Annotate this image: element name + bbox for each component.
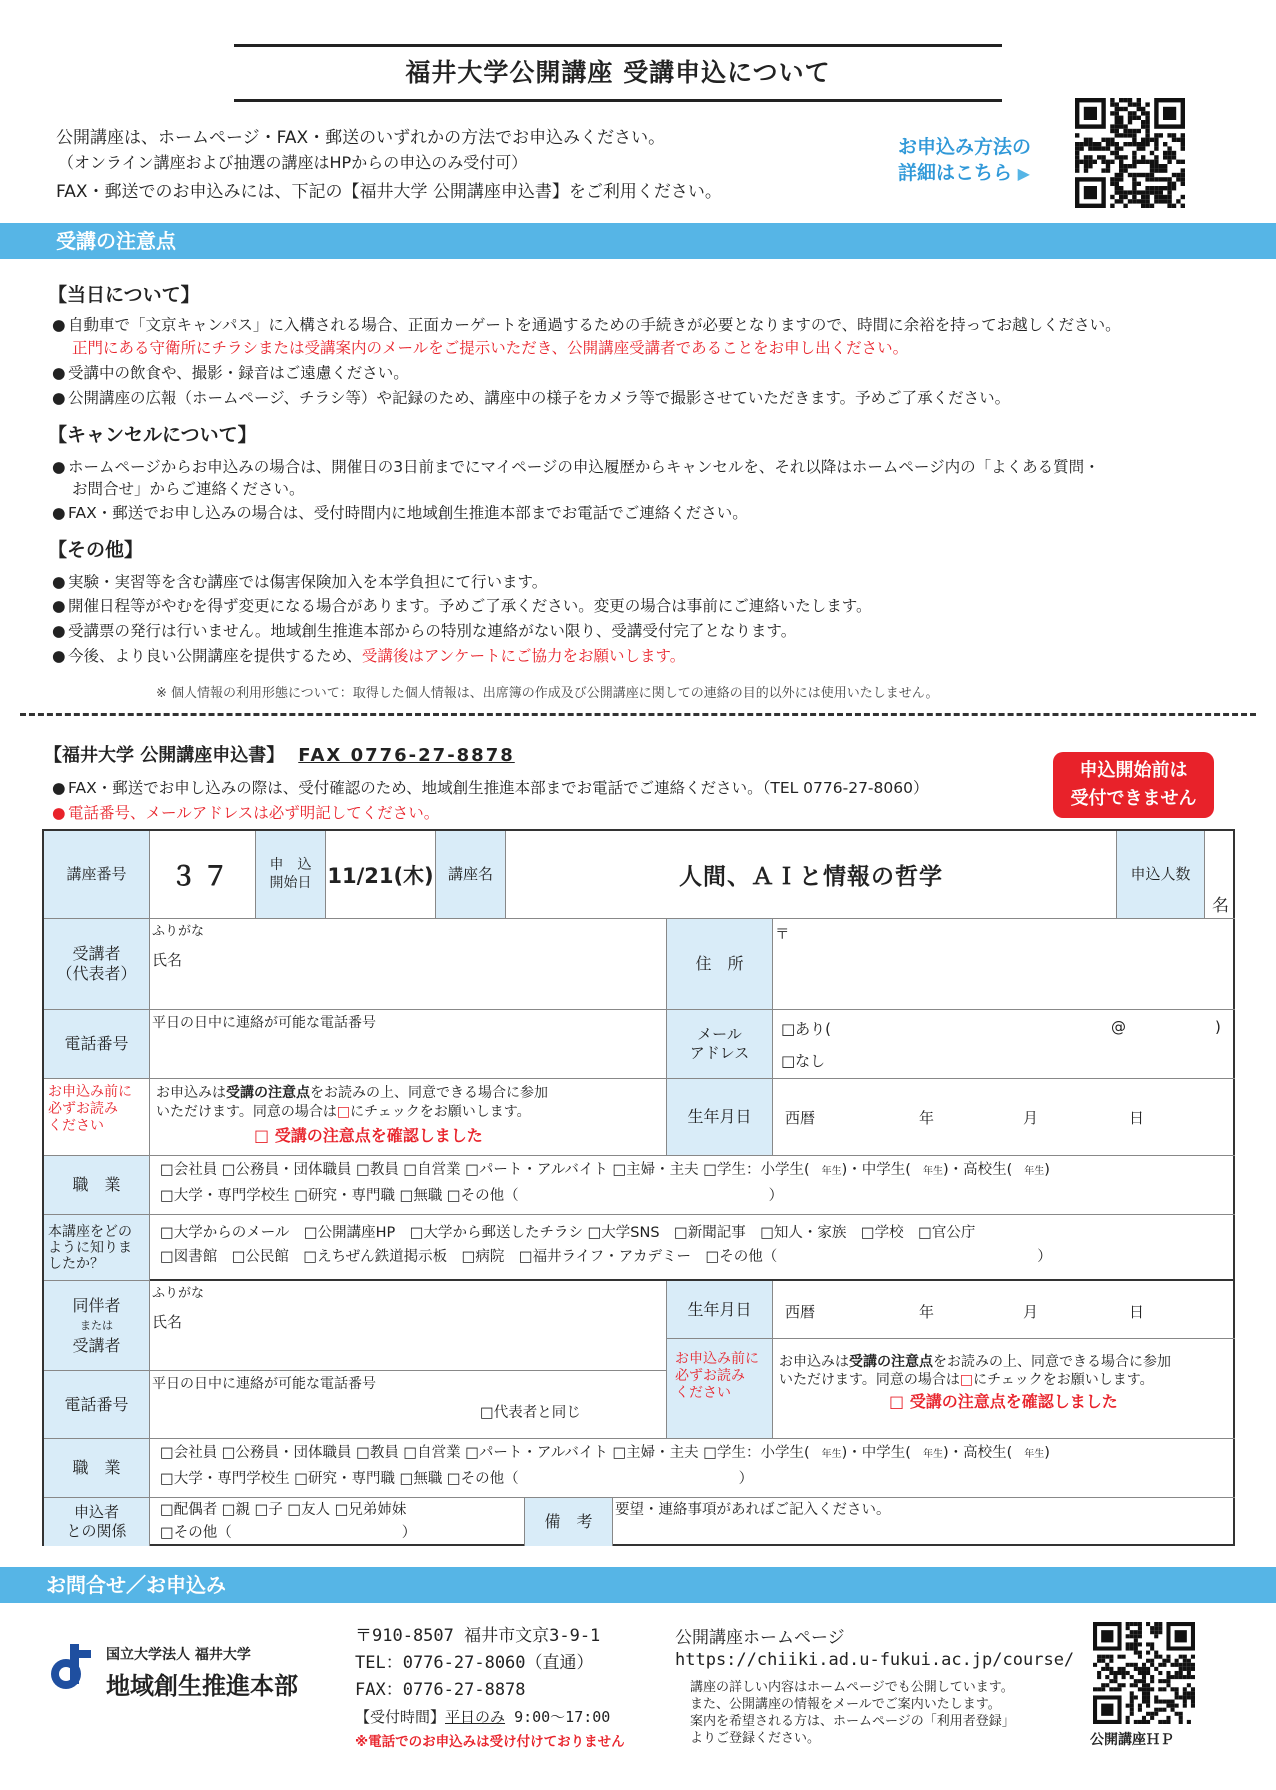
application-form-table [42, 829, 1235, 1546]
job-end: ) [1044, 1162, 1050, 1178]
address-label: 住 所 [667, 919, 773, 1010]
job-line-1: □会社員 □公務員・団体職員 □教員 □自営業 □パート・アルバイト □主婦・主夫 □学生：小学生( [160, 1162, 810, 1178]
remarks-label: 備 考 [525, 1498, 613, 1546]
other-note-2: 開催日程等がやむを得ず変更になる場合があります。予めご了承ください。変更の場合は事前にご連絡いたします。 [68, 597, 872, 615]
rel-close: ） [401, 1525, 417, 1541]
job-grade-junior: 年生 [922, 1166, 943, 1177]
form-title-text: 【福井大学 公開講座申込書】 [44, 745, 285, 766]
comp-consent-1b: 受講の注意点 [849, 1354, 933, 1370]
postal-mark: 〒 [775, 927, 790, 943]
same-as-rep-checkbox[interactable]: □代表者と同じ [480, 1405, 581, 1421]
form-title [44, 741, 515, 767]
job-grade-high: 年生 [1024, 1166, 1045, 1177]
day-note-1b: 正門にある守衛所にチラシまたは受講案内のメールをご提示いただき、公開講座受講者であることをお申し出ください。 [72, 339, 909, 357]
how-line-1: □大学からのメール □公開講座HP □大学から郵送したチラシ □大学SNS □新聞記事 □知人・家族 □学校 □官公庁 [160, 1225, 976, 1241]
other-note-4a: 今後、より良い公開講座を提供するため、 [68, 647, 362, 665]
course-no-value: ３７ [150, 831, 256, 919]
comp-job-grade-h: 年生 [1024, 1449, 1045, 1460]
applicant-label-2: （代表者） [56, 964, 137, 983]
hp-desc-3: 案内を希望される方は、ホームページの「利用者登録」 [690, 1714, 1015, 1729]
cancel-note-2: FAX・郵送でお申し込みの場合は、受付時間内に地域創生推進本部までお電話でご連絡ください。 [68, 504, 748, 522]
not-accepting-badge [1053, 752, 1214, 818]
start-date-label-2: 開始日 [269, 874, 312, 891]
comp-job-high: )・高校生( [942, 1445, 1013, 1461]
apply-details-link-line1: お申込み方法の [898, 136, 1032, 158]
bullet-icon: ● [52, 622, 66, 640]
comp-consent-1c: をお読みの上、同意できる場合に参加 [933, 1354, 1171, 1370]
comp-job-end: ) [1044, 1445, 1050, 1461]
day-note-2: 受講中の飲食や、撮影・録音はご遠慮ください。 [68, 364, 409, 382]
comp-consent-2c: にチェックをお願いします。 [973, 1372, 1154, 1388]
apply-details-link-line2: 詳細はこちら [898, 162, 1013, 184]
companion-phone-hint: 平日の日中に連絡が可能な電話番号 [152, 1376, 376, 1392]
hp-description [690, 1679, 1015, 1747]
badge-line1: 申込開始前は [1079, 760, 1188, 781]
comp-must-1: お申込み前に [675, 1351, 759, 1367]
org-name-1: 国立大学法人 福井大学 [106, 1647, 251, 1663]
comp-job-grade-j: 年生 [922, 1449, 943, 1460]
hours-time: 9:00～17:00 [514, 1708, 611, 1726]
intro-line-3: FAX・郵送でのお申込みには、下記の【福井大学 公開講座申込書】をご利用ください。 [56, 182, 722, 202]
day-note-3: 公開講座の広報（ホームページ、チラシ等）や記録のため、講座中の様子をカメラ等で撮影させていただきます。予めご了承ください。 [68, 389, 1011, 407]
bullet-icon: ● [52, 458, 66, 476]
mail-label [667, 1010, 773, 1079]
consent-1b: 受講の注意点 [226, 1085, 310, 1101]
notes-section-bar: 受講の注意点 [0, 223, 1276, 259]
bullet-icon: ● [52, 779, 66, 797]
how-known-options[interactable] [150, 1215, 1235, 1281]
contact-info [355, 1623, 625, 1753]
mail-yes-checkbox[interactable]: □あり( [781, 1020, 832, 1038]
how-line-2-close: ） [1037, 1249, 1052, 1265]
rel-1: 申込者 [73, 1503, 119, 1521]
companion-job-options[interactable] [150, 1439, 1235, 1498]
birth-label: 生年月日 [667, 1079, 773, 1156]
rel-2: との関係 [66, 1522, 127, 1540]
other-heading: 【その他】 [48, 539, 144, 561]
cut-line [20, 713, 1256, 716]
count-input[interactable] [1205, 831, 1235, 919]
job-line-2-close: ） [768, 1188, 784, 1204]
month-label: 月 [1023, 1109, 1039, 1127]
hours-label: 【受付時間】 [355, 1708, 446, 1726]
bullet-icon: ● [52, 316, 66, 334]
bullet-icon: ● [52, 804, 66, 822]
applicant-label-1: 受講者 [72, 944, 121, 963]
consent-box [150, 1079, 667, 1156]
hp-url-link[interactable]: https://chiiki.ad.u-fukui.ac.jp/course/ [675, 1650, 1075, 1670]
applicant-label [44, 919, 150, 1010]
comp-2: または [80, 1318, 113, 1332]
birth-field[interactable] [773, 1079, 1235, 1156]
relation-label [44, 1498, 150, 1546]
bullet-icon: ● [52, 573, 66, 591]
companion-name-field[interactable] [150, 1281, 667, 1371]
comp-job-mid: )・中学生( [841, 1445, 911, 1461]
rel-line-1: □配偶者 □親 □子 □友人 □兄弟姉妹 [160, 1502, 407, 1518]
companion-phone-label: 電話番号 [44, 1371, 150, 1439]
comp-job-grade-e: 年生 [821, 1449, 842, 1460]
companion-day: 日 [1129, 1303, 1145, 1321]
cancel-heading: 【キャンセルについて】 [48, 424, 257, 446]
apply-details-link[interactable] [898, 134, 1031, 187]
comp-job-line-2: □大学・専門学校生 □研究・専門職 □無職 □その他（ [160, 1471, 519, 1487]
hp-desc-2: また、公開講座の情報をメールでご案内いたします。 [690, 1697, 1001, 1712]
comp-must-3: ください [675, 1385, 731, 1401]
intro-line-1: 公開講座は、ホームページ・FAX・郵送のいずれかの方法でお申込みください。 [56, 128, 666, 148]
count-label: 申込人数 [1117, 831, 1205, 919]
phone-label: 電話番号 [44, 1010, 150, 1079]
course-name-label: 講座名 [436, 831, 506, 919]
contact-fax: FAX：0776-27-8878 [355, 1680, 526, 1700]
phone-field[interactable] [150, 1010, 667, 1079]
start-date-label [256, 831, 326, 919]
remarks-hint: 要望・連絡事項があればご記入ください。 [615, 1502, 891, 1518]
address-field[interactable] [773, 919, 1235, 1010]
mail-no-checkbox[interactable]: □なし [781, 1052, 826, 1070]
other-note-4b: 受講後はアンケートにご協力をお願いします。 [361, 647, 686, 665]
comp-job-line-2-close: ） [738, 1471, 754, 1487]
bullet-icon: ● [52, 504, 66, 522]
companion-birth-field[interactable] [773, 1281, 1235, 1339]
consent-2c: にチェックをお願いします。 [350, 1104, 531, 1120]
companion-job-label: 職 業 [44, 1439, 150, 1498]
name-label: 氏名 [152, 951, 183, 969]
play-arrow-icon: ▶ [1012, 164, 1030, 183]
comp-job-line-1: □会社員 □公務員・団体職員 □教員 □自営業 □パート・アルバイト □主婦・主夫 □学生：小学生( [160, 1445, 810, 1461]
bullet-icon: ● [52, 389, 66, 407]
start-date-value: 11/21(木) [326, 831, 436, 919]
job-grade-elementary: 年生 [821, 1166, 842, 1177]
form-note-2: 電話番号、メールアドレスは必ず明記してください。 [68, 804, 440, 822]
page-title: 福井大学公開講座 受講申込について [234, 44, 1002, 102]
companion-must-read [667, 1339, 773, 1439]
university-logo [46, 1640, 96, 1696]
mail-close: ) [1215, 1018, 1221, 1036]
qr-code-apply[interactable] [1075, 98, 1185, 208]
companion-month: 月 [1023, 1303, 1039, 1321]
consent-2a: いただけます。同意の場合は [156, 1104, 337, 1120]
hp-desc-1: 講座の詳しい内容はホームページでも公開しています。 [690, 1680, 1014, 1695]
phone-hint: 平日の日中に連絡が可能な電話番号 [152, 1015, 376, 1031]
remarks-field[interactable] [613, 1498, 1235, 1546]
rel-line-2: □その他（ [160, 1525, 232, 1541]
count-unit: 名 [1212, 896, 1229, 916]
hp-desc-4: よりご登録ください。 [690, 1731, 821, 1746]
intro-line-2: （オンライン講座および抽選の講座はHPからの申込のみ受付可） [58, 153, 528, 172]
day-note-1: 自動車で「文京キャンパス」に入構される場合、正面カーゲートを通過するための手続きが必要となりますので、時間に余裕を持ってお越しください。 [68, 316, 1121, 334]
companion-name-label: 氏名 [152, 1313, 183, 1331]
hours-days: 平日のみ [445, 1708, 506, 1726]
other-note-1: 実験・実習等を含む講座では傷害保険加入を本学負担にて行います。 [68, 573, 548, 591]
comp-consent-2b: □ [959, 1372, 974, 1388]
how-1: 本講座をどの [48, 1223, 132, 1240]
consent-1c: をお読みの上、同意できる場合に参加 [310, 1085, 548, 1101]
course-name-value: 人間、ＡＩと情報の哲学 [506, 831, 1117, 919]
form-note-1: FAX・郵送でお申し込みの際は、受付確認のため、地域創生推進本部までお電話でご連絡ください。（TEL 0776-27-8060） [68, 779, 929, 797]
privacy-note: ※ 個人情報の利用形態について：取得した個人情報は、出席簿の作成及び公開講座に関しての連絡の目的以外には使用いたしません。 [156, 686, 939, 701]
comp-1: 同伴者 [72, 1295, 121, 1315]
companion-birth-label: 生年月日 [667, 1281, 773, 1339]
job-label: 職 業 [44, 1156, 150, 1215]
must-read-1: お申込み前に [48, 1084, 132, 1100]
course-no-label: 講座番号 [44, 831, 150, 919]
companion-consent-box [773, 1339, 1235, 1439]
no-phone-note: ※電話でのお申込みは受け付けておりません [355, 1734, 625, 1750]
must-read-3: ください [48, 1118, 104, 1134]
day-heading: 【当日について】 [48, 284, 200, 306]
must-read-2: 必ずお読み [48, 1101, 118, 1117]
other-note-3: 受講票の発行は行いません。地域創生推進本部からの特別な連絡がない限り、受講受付完了となります。 [68, 622, 797, 640]
comp-consent-2a: いただけます。同意の場合は [779, 1372, 960, 1388]
job-line-2: □大学・専門学校生 □研究・専門職 □無職 □その他（ [160, 1188, 519, 1204]
bullet-icon: ● [52, 647, 66, 665]
qr-code-hp[interactable] [1093, 1622, 1195, 1724]
contact-section-bar: お問合せ／お申込み [0, 1567, 1276, 1603]
badge-line2: 受付できません [1070, 788, 1197, 809]
mail-at: @ [1111, 1018, 1126, 1036]
mail-label-1: メール [697, 1025, 742, 1044]
job-high: )・高校生( [942, 1162, 1013, 1178]
org-name-2: 地域創生推進本部 [106, 1672, 298, 1700]
start-date-label-1: 申 込 [269, 857, 312, 873]
comp-3: 受講者 [72, 1335, 121, 1355]
how-3: したか？ [48, 1255, 104, 1272]
seireki-label: 西暦 [785, 1109, 816, 1127]
comp-consent-1a: お申込みは [779, 1354, 849, 1370]
relation-options[interactable] [150, 1498, 525, 1546]
day-label: 日 [1129, 1109, 1145, 1127]
how-known-label [44, 1215, 150, 1281]
applicant-name-field[interactable] [150, 919, 667, 1010]
companion-furigana: ふりがな [152, 1286, 205, 1301]
job-options[interactable] [150, 1156, 1235, 1215]
consent-2b: □ [336, 1104, 351, 1120]
contact-tel[interactable]: TEL：0776-27-8060（直通） [355, 1653, 594, 1673]
consent-1a: お申込みは [156, 1085, 226, 1101]
job-mid: )・中学生( [841, 1162, 911, 1178]
how-2: ように知りま [48, 1239, 132, 1256]
contact-address: 〒910-8507 福井市文京3-9-1 [355, 1626, 601, 1646]
mail-field[interactable] [773, 1010, 1235, 1079]
companion-phone-field[interactable] [150, 1371, 667, 1439]
mail-label-2: アドレス [689, 1044, 750, 1062]
companion-label [44, 1281, 150, 1371]
companion-year: 年 [919, 1303, 935, 1321]
how-line-2: □図書館 □公民館 □えちぜん鉄道掲示板 □病院 □福井ライフ・アカデミー □その他（ [160, 1249, 778, 1265]
qr-caption: 公開講座ＨＰ [1090, 1732, 1174, 1748]
cancel-note-1b: お問合せ」からご連絡ください。 [72, 480, 305, 498]
hp-label: 公開講座ホームページ [675, 1628, 845, 1648]
must-read-label [44, 1079, 150, 1156]
year-label: 年 [919, 1109, 935, 1127]
companion-consent-checkbox[interactable]: □ 受講の注意点を確認しました [889, 1392, 1118, 1411]
cancel-note-1: ホームページからお申込みの場合は、開催日の3日前までにマイページの申込履歴からキャンセルを、それ以降はホームページ内の「よくある質問・ [68, 458, 1100, 476]
comp-must-2: 必ずお読み [675, 1368, 745, 1384]
furigana-label: ふりがな [152, 924, 205, 939]
form-fax-number: FAX 0776-27-8878 [298, 745, 515, 766]
bullet-icon: ● [52, 364, 66, 382]
bullet-icon: ● [52, 597, 66, 615]
consent-checkbox[interactable]: □ 受講の注意点を確認しました [254, 1126, 483, 1145]
companion-seireki: 西暦 [785, 1303, 816, 1321]
